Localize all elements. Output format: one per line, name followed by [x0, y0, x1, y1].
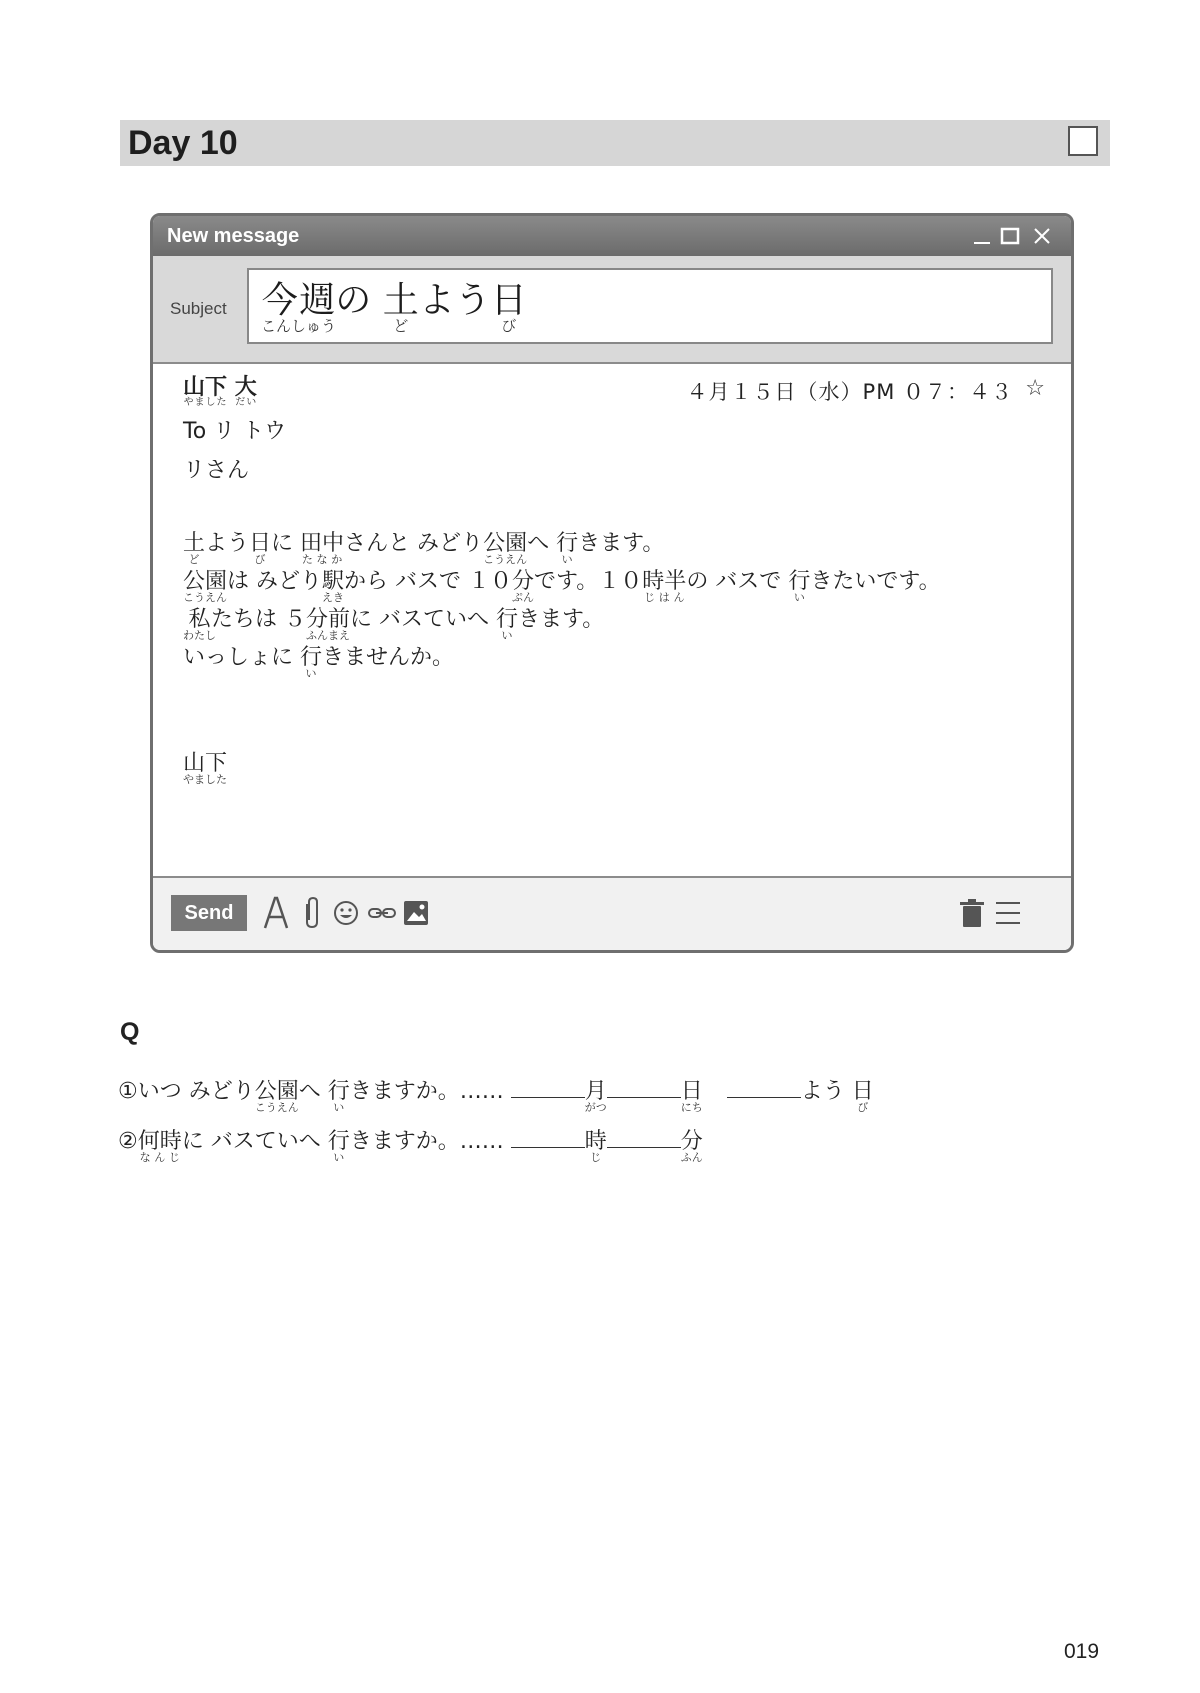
furigana: にち [680, 1101, 703, 1114]
send-button[interactable]: Send [171, 895, 247, 931]
subject-kana: の [335, 280, 383, 321]
window-titlebar [153, 216, 1071, 256]
furigana: がつ [584, 1101, 607, 1114]
subject-kanji: 今週 [261, 280, 337, 321]
page-number: 019 [1064, 1640, 1100, 1663]
message-datetime: ４月１５日（水）PM ０７：４３ [686, 380, 1013, 404]
subject-text [261, 276, 527, 333]
maximize-icon[interactable] [997, 216, 1023, 256]
compose-toolbar [153, 876, 1071, 950]
furigana: ぷん [512, 591, 535, 604]
furigana: び [490, 317, 527, 335]
menu-icon[interactable] [991, 892, 1025, 932]
signature: 山下やました [183, 751, 228, 786]
answer-blank-minute[interactable] [607, 1125, 681, 1148]
body-line-3: 私わたしたちは ５分前ふんまえに バスていへ 行いきます。 [183, 607, 605, 642]
furigana: こんしゅう [261, 317, 337, 335]
answer-blank-month[interactable] [511, 1075, 585, 1098]
subject-kanji: 日 [490, 280, 527, 321]
furigana: えき [322, 591, 345, 604]
body-line-2: 公園こうえんは みどり駅えきから バスで １０分ぷんです。１０時半じはんの バスで 行いきたいです。 [183, 569, 941, 604]
question-2: ②何時なんじに バスていへ 行いきますか。…… 時じ分ふん [118, 1124, 703, 1163]
furigana: やました [183, 773, 228, 786]
day-checkbox[interactable] [1068, 126, 1098, 156]
furigana: こうえん [183, 591, 228, 604]
answer-blank-day[interactable] [607, 1075, 681, 1098]
furigana: ど [382, 317, 419, 335]
furigana: たなか [300, 553, 345, 566]
furigana: び [249, 553, 272, 566]
furigana: び [851, 1101, 874, 1114]
subject-kanji: 土 [382, 280, 419, 321]
furigana: わたし [183, 629, 216, 642]
subject-label: Subject [170, 299, 227, 318]
sender-kanji: 大 [234, 375, 257, 400]
question-1: ①いつ みどり公園こうえんへ 行いきますか。…… 月がつ日にちよう 日び [118, 1074, 874, 1113]
attach-icon[interactable] [295, 892, 329, 932]
furigana: い [327, 1101, 350, 1114]
star-icon[interactable]: ☆ [1025, 376, 1045, 401]
day-header [120, 120, 1110, 166]
furigana: こうえん [483, 553, 528, 566]
new-message-window [150, 213, 1074, 953]
subject-area [153, 256, 1071, 364]
furigana: い [788, 591, 811, 604]
greeting-line: リさん [183, 458, 250, 483]
emoji-icon[interactable] [329, 892, 363, 932]
furigana: こうえん [254, 1101, 299, 1114]
minimize-icon[interactable] [969, 216, 995, 256]
answer-blank-hour[interactable] [511, 1125, 585, 1148]
furigana: ふん [680, 1151, 703, 1164]
furigana: い [327, 1151, 350, 1164]
trash-icon[interactable] [955, 892, 989, 932]
furigana: ふんまえ [305, 629, 350, 642]
sender-kanji: 山下 [183, 375, 228, 400]
furigana: ど [183, 553, 205, 566]
link-icon[interactable] [365, 892, 399, 932]
furigana: じ [584, 1151, 607, 1164]
furigana: だい [234, 397, 257, 408]
furigana: い [496, 629, 518, 642]
image-icon[interactable] [399, 892, 433, 932]
body-line-4: いっしょに 行いきませんか。 [183, 645, 455, 680]
subject-kana: よう [418, 280, 491, 321]
body-line-1: 土どよう日びに 田中たなかさんと みどり公園こうえんへ 行いきます。 [183, 531, 665, 566]
close-icon[interactable] [1029, 216, 1055, 256]
window-title: New message [167, 225, 300, 247]
question-heading: Q [120, 1018, 140, 1046]
furigana: やました [183, 397, 228, 408]
day-title: Day 10 [128, 124, 238, 162]
answer-blank-weekday[interactable] [727, 1075, 801, 1098]
furigana: い [556, 553, 579, 566]
furigana: じはん [642, 591, 687, 604]
subject-field[interactable] [247, 268, 1053, 344]
font-icon[interactable] [259, 892, 293, 932]
recipient-line: To リ トウ [183, 419, 287, 444]
furigana: い [300, 667, 322, 680]
furigana: なんじ [137, 1151, 182, 1164]
sender-name [183, 376, 257, 407]
